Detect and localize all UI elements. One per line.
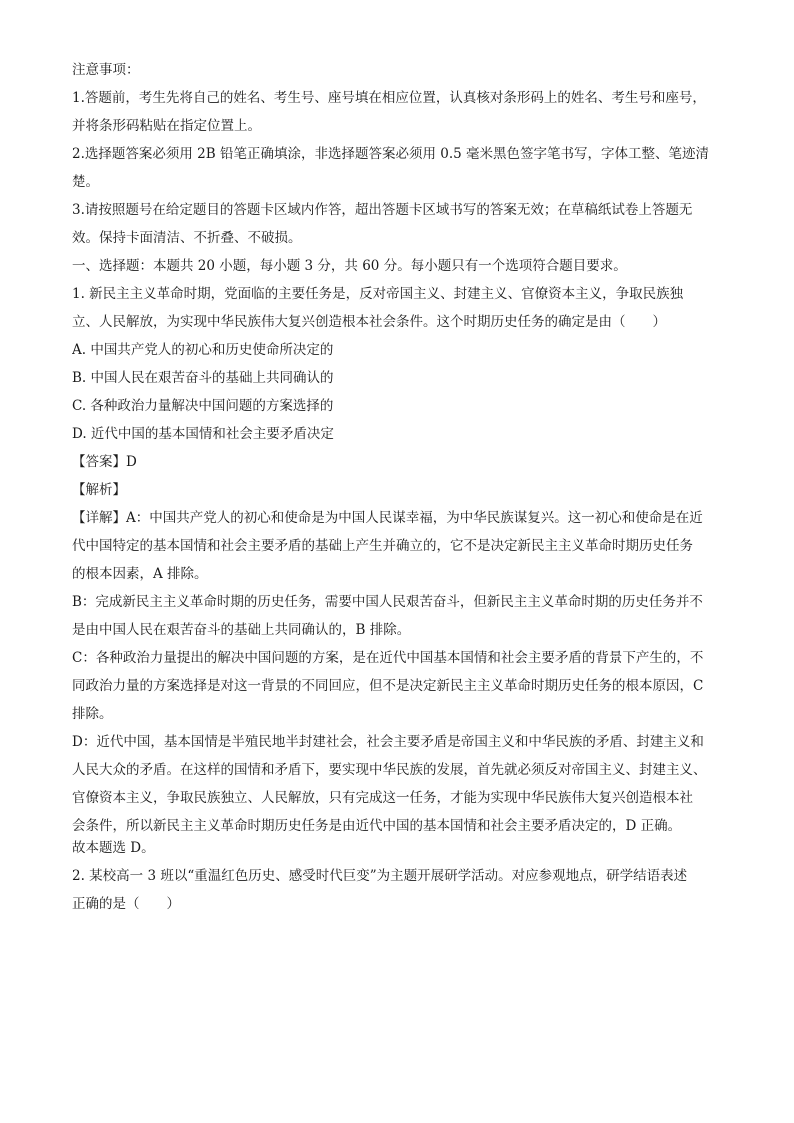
detail-a-cont-1: 代中国特定的基本国情和社会主要矛盾的基础上产生并确立的，它不是决定新民主主义革命时期历史任务 — [72, 538, 693, 554]
detail-d-cont-2: 官僚资本主义，争取民族独立、人民解放，只有完成这一任务，才能为实现中华民族伟大复兴创造根本社 — [72, 790, 693, 806]
option-c: C. 各种政治力量解决中国问题的方案选择的 — [72, 398, 334, 414]
detail-b: B：完成新民主主义革命时期的历史任务，需要中国人民艰苦奋斗，但新民主主义革命时期的历史任务并不 — [72, 594, 703, 610]
detail-b-cont: 是由中国人民在艰苦奋斗的基础上共同确认的，B 排除。 — [72, 622, 411, 638]
question-1-stem: 1. 新民主主义革命时期，党面临的主要任务是，反对帝国主义、封建主义、官僚资本主义，争取民族独 — [72, 286, 684, 302]
notice-item-3: 3.请按照题号在给定题目的答题卡区域内作答，超出答题卡区域书写的答案无效；在草稿纸试卷上答题无 — [72, 202, 693, 218]
conclusion: 故本题选 D。 — [72, 840, 155, 856]
detail-c-cont-2: 排除。 — [72, 706, 113, 722]
detail-d: D：近代中国，基本国情是半殖民地半封建社会，社会主要矛盾是帝国主义和中华民族的矛盾、封建主义和 — [72, 734, 704, 750]
notice-heading: 注意事项： — [72, 62, 140, 78]
notice-item-3-cont: 效。保持卡面清洁、不折叠、不破损。 — [72, 230, 302, 246]
answer-label: 【答案】D — [72, 454, 137, 470]
detail-a: 【详解】A：中国共产党人的初心和使命是为中国人民谋幸福，为中华民族谋复兴。这一初心和使命是在近 — [72, 510, 703, 526]
notice-item-1: 1.答题前，考生先将自己的姓名、考生号、座号填在相应位置，认真核对条形码上的姓名、考生号和座号， — [72, 90, 706, 106]
detail-d-cont-3: 会条件，所以新民主主义革命时期历史任务是由近代中国的基本国情和社会主要矛盾决定的，D 正确。 — [72, 818, 682, 834]
notice-item-2-cont: 楚。 — [72, 174, 99, 190]
document-page — [72, 62, 726, 924]
notice-item-1-cont: 并将条形码粘贴在指定位置上。 — [72, 118, 261, 134]
detail-d-cont-1: 人民大众的矛盾。在这样的国情和矛盾下，要实现中华民族的发展，首先就必须反对帝国主义、封建主义、 — [72, 762, 707, 778]
question-2-stem: 2. 某校高一 3 班以“重温红色历史、感受时代巨变”为主题开展研学活动。对应参观地点，研学结语表述 — [72, 868, 688, 884]
option-b: B. 中国人民在艰苦奋斗的基础上共同确认的 — [72, 370, 334, 386]
option-d: D. 近代中国的基本国情和社会主要矛盾决定 — [72, 426, 334, 442]
section-heading: 一、选择题：本题共 20 小题，每小题 3 分，共 60 分。每小题只有一个选项符合题目要求。 — [72, 258, 627, 274]
detail-c-cont-1: 同政治力量的方案选择是对这一背景的不同回应，但不是决定新民主主义革命时期历史任务的根本原因，C — [72, 678, 704, 694]
detail-a-cont-2: 的根本因素，A 排除。 — [72, 566, 208, 582]
option-a: A. 中国共产党人的初心和历史使命所决定的 — [72, 342, 334, 358]
analysis-label: 【解析】 — [72, 482, 126, 498]
notice-item-2: 2.选择题答案必须用 2B 铅笔正确填涂，非选择题答案必须用 0.5 毫米黑色签字笔书写，字体工整、笔迹清 — [72, 146, 710, 162]
question-1-stem-cont: 立、人民解放，为实现中华民族伟大复兴创造根本社会条件。这个时期历史任务的确定是由（ ） — [72, 314, 666, 330]
detail-c: C：各种政治力量提出的解决中国问题的方案，是在近代中国基本国情和社会主要矛盾的背景下产生的，不 — [72, 650, 704, 666]
question-2-stem-cont: 正确的是（ ） — [72, 896, 180, 912]
